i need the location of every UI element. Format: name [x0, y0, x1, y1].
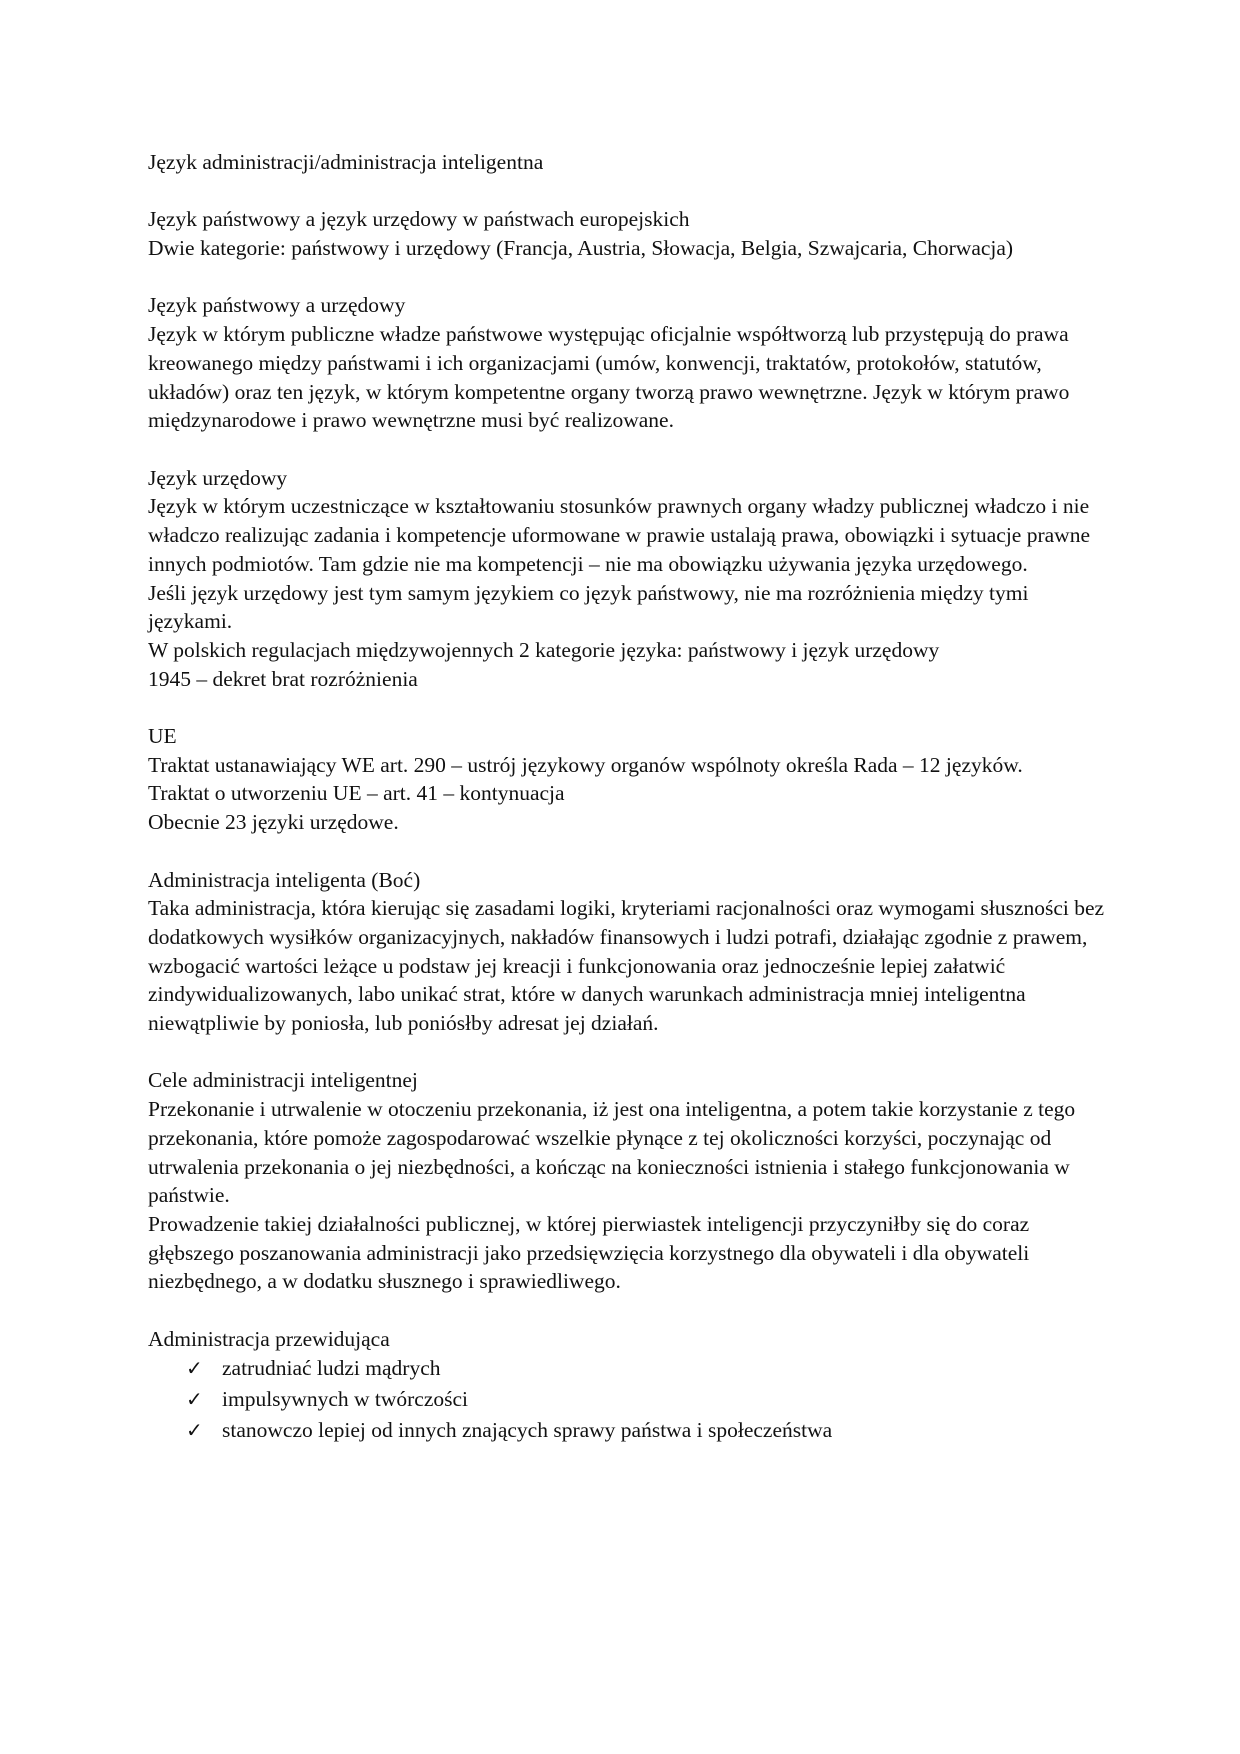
checkmark-icon: ✓ [186, 1387, 203, 1412]
section-heading: Język państwowy a urzędowy [148, 293, 406, 318]
section-heading: Język państwowy a język urzędowy w państwach europejskich [148, 207, 690, 232]
spacer [148, 177, 1108, 206]
list-item-text: zatrudniać ludzi mądrych [222, 1356, 441, 1381]
section-heading: Administracja przewidująca [148, 1326, 390, 1351]
paragraph: Taka administracja, która kierując się zasadami logiki, kryteriami racjonalności oraz wymogami słuszności bez dodatkowych wysiłków organizacyjnych, nakładów finansowych i ludzi potrafi, działając zgodnie z prawem, wzbogacić wartości leżące u podstaw jej kreacji i funkcjonowania oraz jednocześnie lepiej załatwić zindywidualizowanych, labo unikać strat, które w danych warunkach administracja mniej inteligentna niewątpliwie by poniosła, lub poniósłby adresat jej działań. [148, 896, 1105, 1036]
list-item [148, 1353, 1108, 1384]
paragraph: Obecnie 23 języki urzędowe. [148, 810, 399, 835]
spacer [148, 1296, 1108, 1325]
spacer [148, 1038, 1108, 1067]
document-body [148, 148, 1108, 1446]
section-heading: Cele administracji inteligentnej [148, 1068, 418, 1093]
paragraph: Traktat o utworzeniu UE – art. 41 – kontynuacja [148, 781, 565, 806]
paragraph: Traktat ustanawiający WE art. 290 – ustrój językowy organów wspólnoty określa Rada – 12 języków. [148, 752, 1023, 777]
checkmark-icon: ✓ [186, 1356, 203, 1381]
section-heading: Język urzędowy [148, 465, 288, 490]
paragraph: Język w którym uczestniczące w kształtowaniu stosunków prawnych organy władzy publicznej władczo i nie władczo realizując zadania i kompetencje uformowane w prawie ustalają prawa, obowiązki i sytuacje prawne innych podmiotów. Tam gdzie nie ma kompetencji – nie ma obowiązku używania języka urzędowego. [148, 494, 1090, 576]
paragraph: Dwie kategorie: państwowy i urzędowy (Francja, Austria, Słowacja, Belgia, Szwajcaria, Chorwacja) [148, 236, 1014, 261]
list-item [148, 1415, 1108, 1446]
paragraph: Jeśli język urzędowy jest tym samym językiem co język państwowy, nie ma rozróżnienia między tymi językami. [148, 580, 1029, 634]
paragraph: W polskich regulacjach międzywojennych 2 kategorie języka: państwowy i język urzędowy [148, 637, 940, 662]
checkmark-icon: ✓ [186, 1418, 203, 1443]
spacer [148, 837, 1108, 866]
paragraph: Przekonanie i utrwalenie w otoczeniu przekonania, iż jest ona inteligentna, a potem takie korzystanie z tego przekonania, które pomoże zagospodarować wszelkie płynące z tej okoliczności korzyści, poczynając od utrwalenia przekonania o jej niezbędności, a kończąc na konieczności istnienia i stałego funkcjonowania w państwie. [148, 1097, 1076, 1208]
paragraph: Język w którym publiczne władze państwowe występując oficjalnie współtworzą lub przystępują do prawa kreowanego między państwami i ich organizacjami (umów, konwencji, traktatów, protokołów, statutów, układów) oraz ten język, w którym kompetentne organy tworzą prawo wewnętrzne. Język w którym prawo międzynarodowe i prawo wewnętrzne musi być realizowane. [148, 322, 1070, 433]
list-item-text: stanowczo lepiej od innych znających sprawy państwa i społeczeństwa [222, 1418, 833, 1443]
document-title: Język administracji/administracja inteligentna [148, 150, 544, 174]
spacer [148, 435, 1108, 464]
list-item [148, 1384, 1108, 1415]
paragraph: 1945 – dekret brat rozróżnienia [148, 666, 418, 691]
checklist [148, 1353, 1108, 1446]
spacer [148, 263, 1108, 292]
section-heading: UE [148, 724, 177, 748]
list-item-text: impulsywnych w twórczości [222, 1387, 469, 1412]
spacer [148, 693, 1108, 722]
paragraph: Prowadzenie takiej działalności publicznej, w której pierwiastek inteligencji przyczyniłby się do coraz głębszego poszanowania administracji jako przedsięwzięcia korzystnego dla obywateli i dla obywateli niezbędnego, a w dodatku słusznego i sprawiedliwego. [148, 1211, 1030, 1294]
section-heading: Administracja inteligenta (Boć) [148, 867, 421, 892]
